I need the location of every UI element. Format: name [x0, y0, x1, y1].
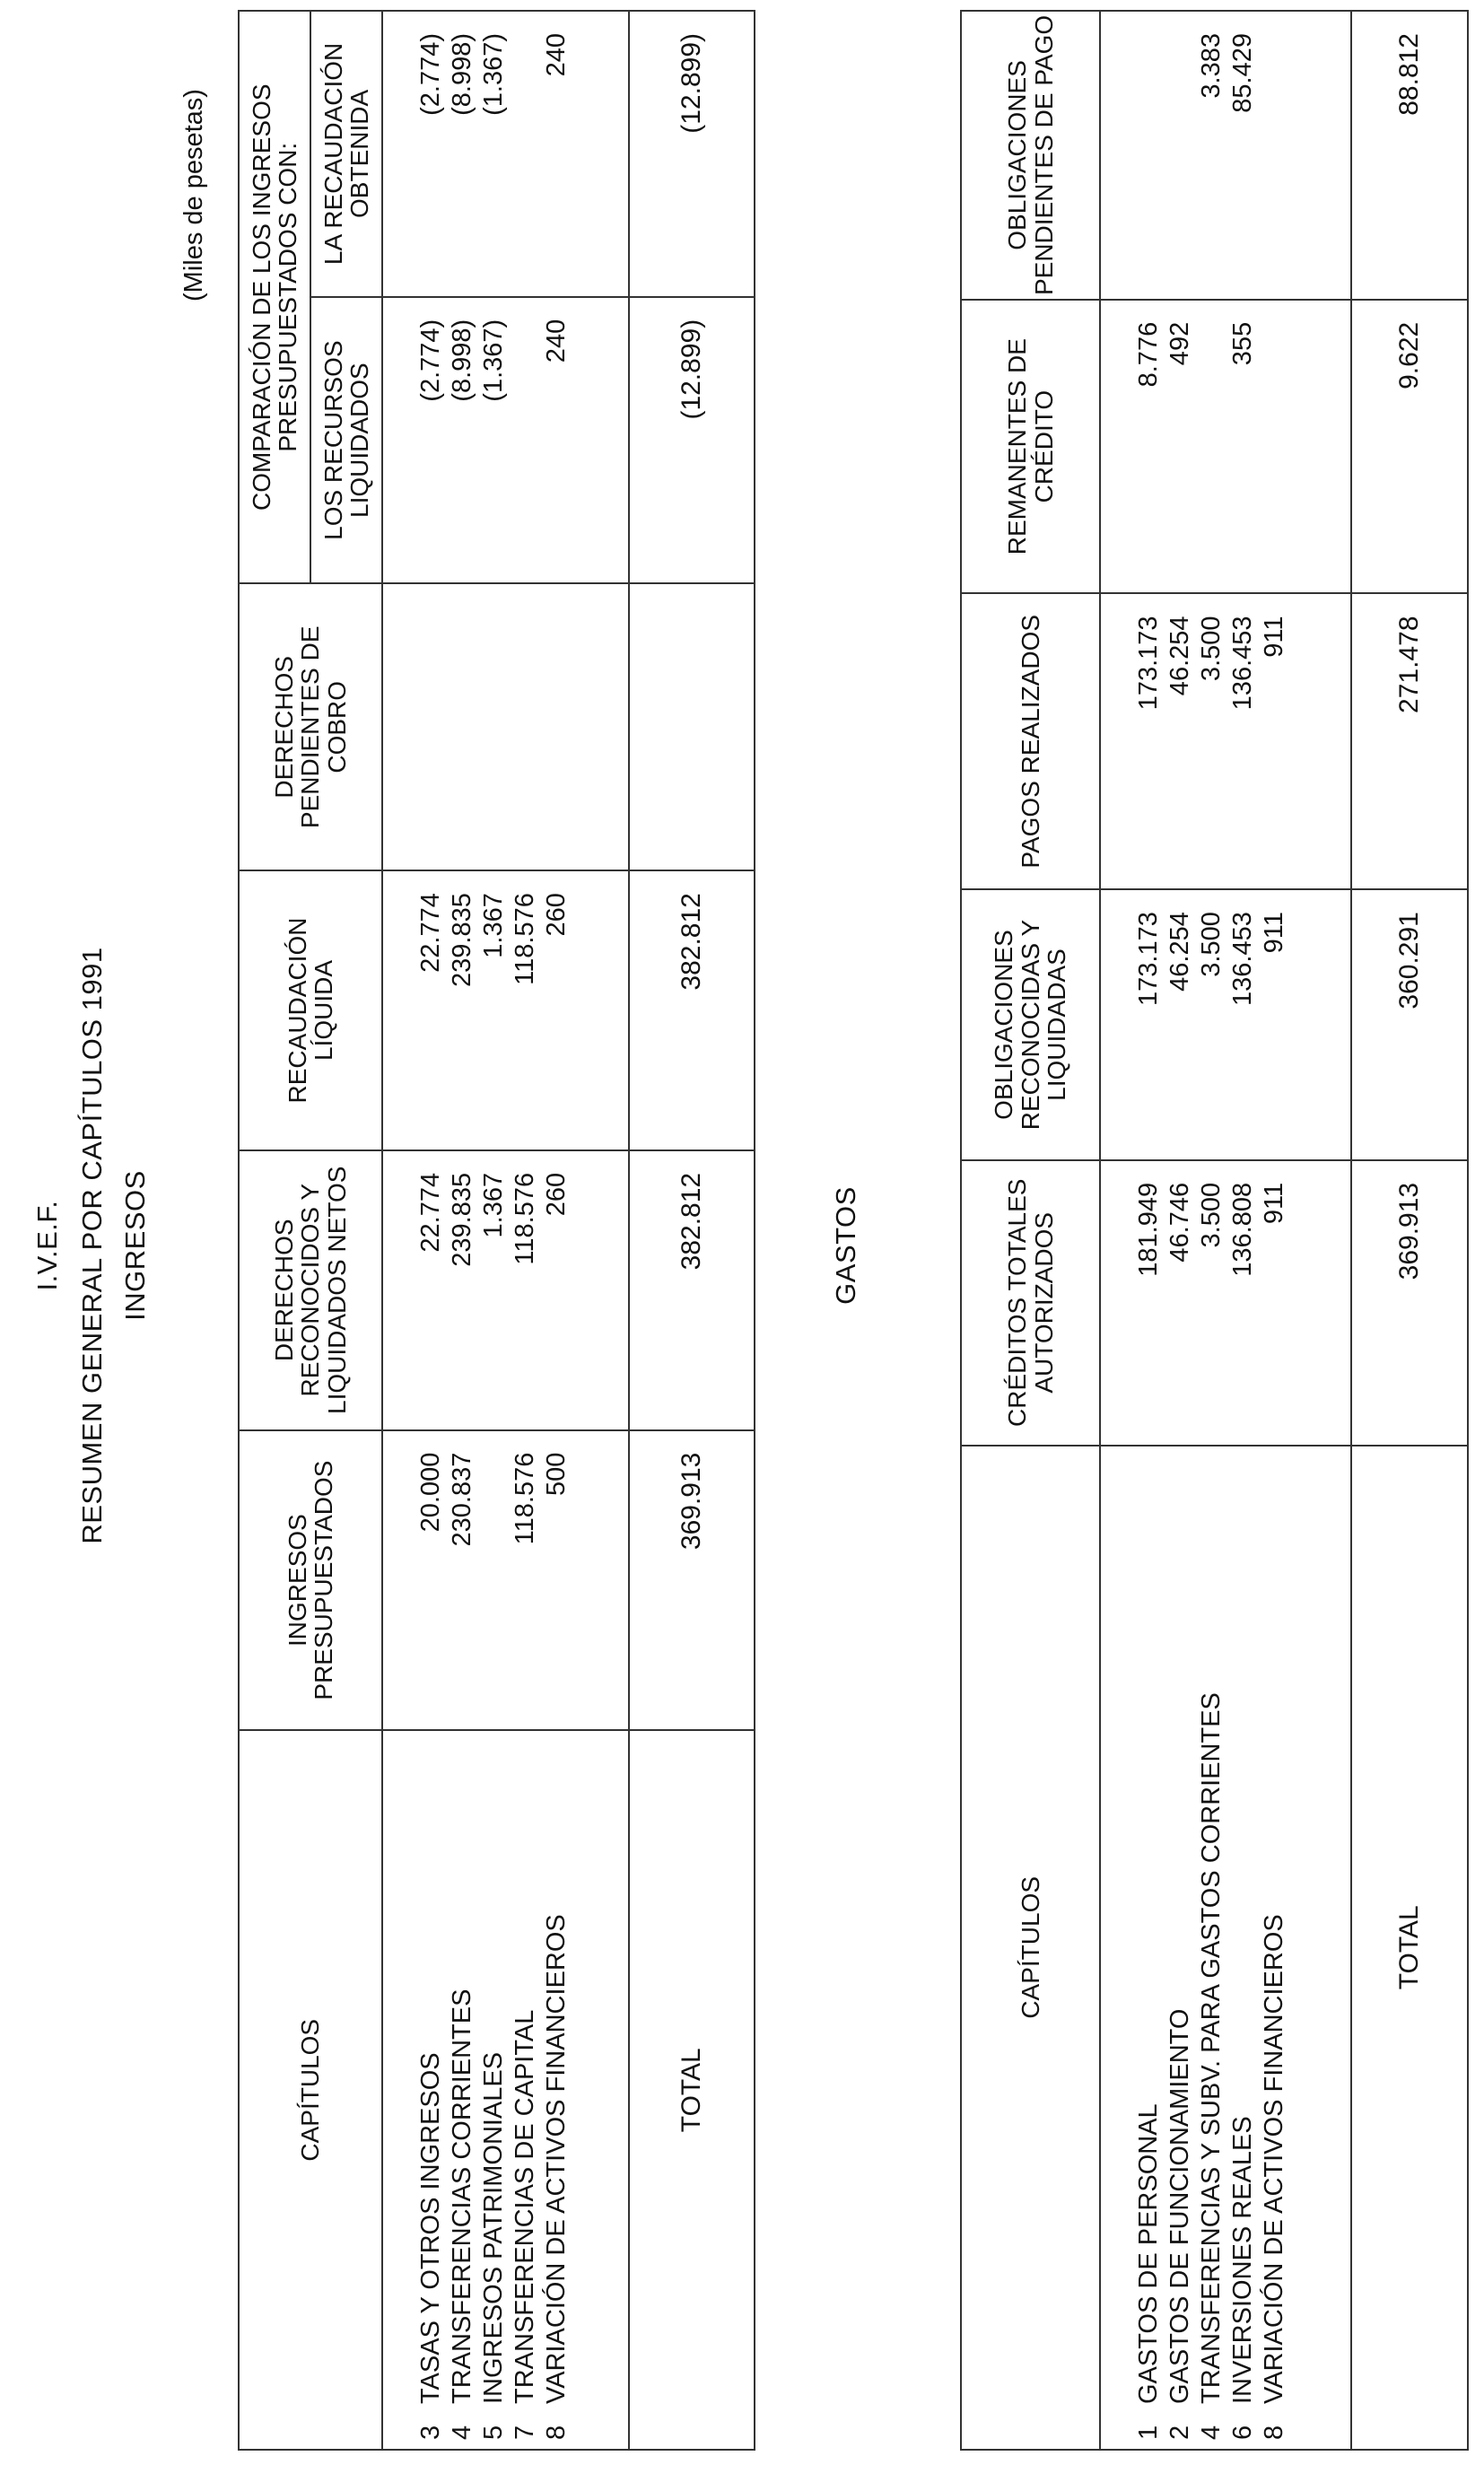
gastos-total-remanentes: 9.622 [1351, 300, 1468, 594]
ingresos-total-recursos: (12.899) [629, 297, 755, 584]
table-row: 8VARIACIÓN DE ACTIVOS FINANCIEROS [542, 1914, 571, 2440]
gastos-obligaciones-values: 173.173 46.254 3.500 136.453 911 [1100, 889, 1351, 1160]
entity-title: I.V.E.F. [31, 1200, 63, 1291]
gastos-chapters-cell [1100, 1446, 1351, 2450]
gastos-total-pendientes: 88.812 [1351, 11, 1468, 300]
col-capitulos: CAPÍTULOS [239, 1730, 382, 2450]
col-creditos-autorizados: CRÉDITOS TOTALES AUTORIZADOS [961, 1160, 1100, 1446]
table-row: 5INGRESOS PATRIMONIALES [479, 2051, 508, 2440]
ingresos-total-pendientes [629, 583, 755, 870]
ingresos-total-recaudacion: 382.812 [629, 870, 755, 1150]
col-ingresos-presupuestados: INGRESOS PRESUPUESTADOS [239, 1430, 382, 1731]
ingresos-pendientes-values [382, 583, 629, 870]
col-obligaciones-pendientes: OBLIGACIONES PENDIENTES DE PAGO [961, 11, 1100, 300]
table-row: 7TRANSFERENCIAS DE CAPITAL [511, 2009, 539, 2440]
report-title: RESUMEN GENERAL POR CAPÍTULOS 1991 [76, 947, 108, 1544]
section-gastos-title: GASTOS [830, 1186, 861, 1305]
ingresos-total-derechos: 382.812 [629, 1150, 755, 1430]
table-row: 2GASTOS DE FUNCIONAMIENTO [1165, 2008, 1194, 2440]
table-row: 4TRANSFERENCIAS Y SUBV. PARA GASTOS CORRIENTES [1197, 1692, 1226, 2440]
gastos-total-label: TOTAL [1351, 1446, 1468, 2450]
table-row: 4TRANSFERENCIAS CORRIENTES [448, 1988, 476, 2440]
gastos-pagos-values: 173.173 46.254 3.500 136.453 911 [1100, 593, 1351, 889]
ingresos-obtenida-values: (2.774) (8.998) (1.367) 240 [382, 11, 629, 297]
ingresos-recaudacion-values: 22.774 239.835 1.367 118.576 260 [382, 870, 629, 1150]
gastos-creditos-values: 181.949 46.746 3.500 136.808 911 [1100, 1160, 1351, 1446]
section-ingresos-title: INGRESOS [119, 1170, 151, 1321]
col-derechos-reconocidos: DERECHOS RECONOCIDOS Y LIQUIDADOS NETOS [239, 1150, 382, 1430]
col-pagos-realizados: PAGOS REALIZADOS [961, 593, 1100, 889]
gastos-remanentes-values: 8.776 492 355 [1100, 300, 1351, 594]
ingresos-total-obtenida: (12.899) [629, 11, 755, 297]
ingresos-table [238, 10, 755, 2451]
ingresos-chapters-cell [382, 1730, 629, 2450]
ingresos-total-label: TOTAL [629, 1730, 755, 2450]
gastos-total-obligaciones: 360.291 [1351, 889, 1468, 1160]
ingresos-total-presupuestados: 369.913 [629, 1430, 755, 1731]
ingresos-recursos-values: (2.774) (8.998) (1.367) 240 [382, 297, 629, 584]
ingresos-presupuestados-values: 20.000 230.837 118.576 500 [382, 1430, 629, 1731]
table-row: 3TASAS Y OTROS INGRESOS [416, 2052, 445, 2440]
col-recaudacion-obtenida: LA RECAUDACIÓN OBTENIDA [310, 11, 382, 297]
gastos-total-creditos: 369.913 [1351, 1160, 1468, 1446]
gastos-table [960, 10, 1469, 2451]
table-row: 8VARIACIÓN DE ACTIVOS FINANCIEROS [1260, 1914, 1288, 2440]
table-row: 1GASTOS DE PERSONAL [1134, 2103, 1163, 2440]
table-row: 6INVERSIONES REALES [1228, 2116, 1257, 2440]
gastos-pendientes-values: 3.383 85.429 [1100, 11, 1351, 300]
gastos-total-pagos: 271.478 [1351, 593, 1468, 889]
col-comparacion-group: COMPARACIÓN DE LOS INGRESOS PRESUPUESTADOS CON: [239, 11, 310, 583]
col-capitulos-gastos: CAPÍTULOS [961, 1446, 1100, 2450]
col-recursos-liquidados: LOS RECURSOS LIQUIDADOS [310, 297, 382, 584]
units-note: (Miles de pesetas) [179, 89, 208, 302]
col-remanentes-credito: REMANENTES DE CRÉDITO [961, 300, 1100, 594]
ingresos-derechos-values: 22.774 239.835 1.367 118.576 260 [382, 1150, 629, 1430]
col-obligaciones-reconocidas: OBLIGACIONES RECONOCIDAS Y LIQUIDADAS [961, 889, 1100, 1160]
col-recaudacion-liquida: RECAUDACIÓN LÍQUIDA [239, 870, 382, 1150]
col-derechos-pendientes: DERECHOS PENDIENTES DE COBRO [239, 583, 382, 870]
